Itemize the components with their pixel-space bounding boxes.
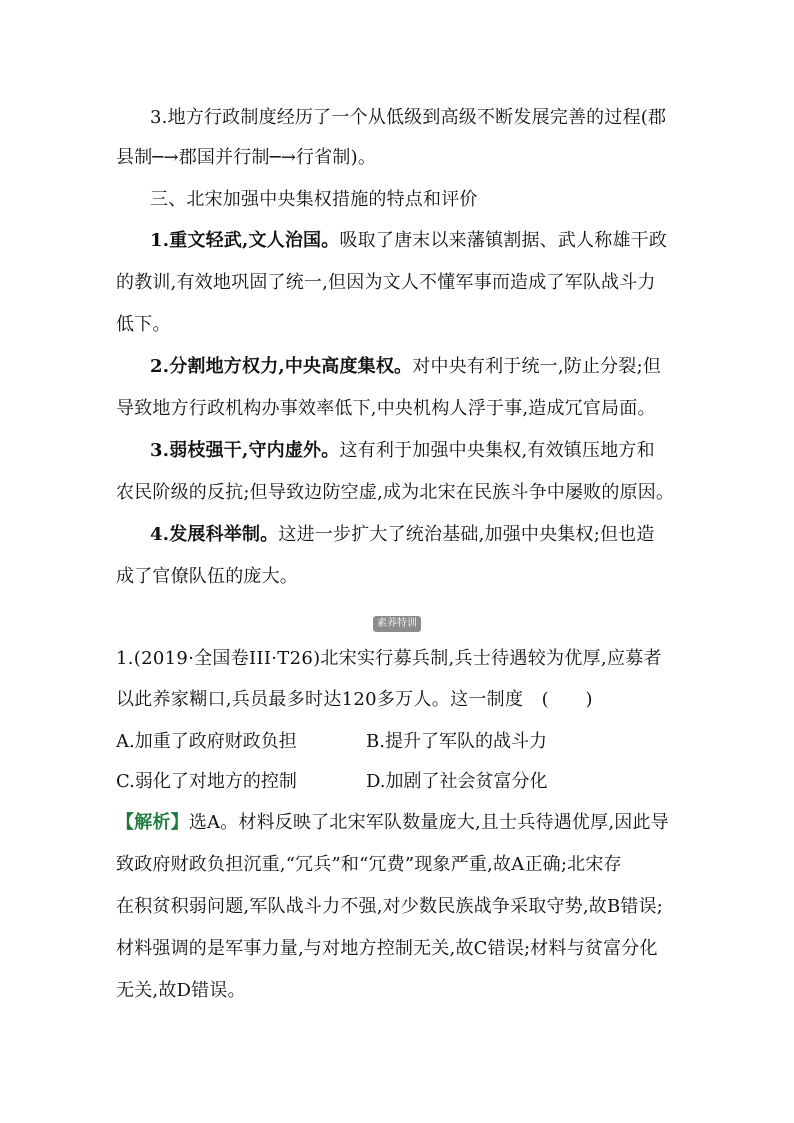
option-a[interactable]: A.加重了政府财政负担 bbox=[116, 731, 297, 752]
point-1-line1 bbox=[150, 229, 696, 253]
point-2-line1 bbox=[150, 355, 696, 379]
point-4-line2: 成了官僚队伍的庞大。 bbox=[116, 566, 298, 587]
training-badge: 素养特训 bbox=[373, 616, 421, 632]
analysis-line1 bbox=[116, 811, 696, 835]
point-4-line1 bbox=[150, 523, 696, 547]
point-3-text: 这有利于加强中央集权,有效镇压地方和 bbox=[339, 440, 655, 461]
summary-item3-line2: 县制─→郡国并行制─→行省制)。 bbox=[116, 147, 377, 168]
point-3-title: 3.弱枝强干,守内虚外。 bbox=[150, 440, 340, 461]
point-3-line1 bbox=[150, 439, 696, 463]
point-4-text: 这进一步扩大了统治基础,加强中央集权;但也造 bbox=[278, 524, 655, 545]
point-2-text: 对中央有利于统一,防止分裂;但 bbox=[412, 356, 662, 377]
analysis-line5: 无关,故D错误。 bbox=[116, 980, 246, 1001]
analysis-line3: 在积贫积弱问题,军队战斗力不强,对少数民族战争采取守势,故B错误; bbox=[116, 896, 664, 917]
question-line2: 以此养家糊口,兵员最多时达120多万人。这一制度 ( ) bbox=[116, 689, 593, 710]
option-b[interactable]: B.提升了军队的战斗力 bbox=[366, 731, 547, 752]
point-1-line3: 低下。 bbox=[116, 314, 171, 335]
point-1-text: 吸取了唐末以来藩镇割据、武人称雄干政 bbox=[339, 230, 668, 251]
option-c[interactable]: C.弱化了对地方的控制 bbox=[116, 771, 297, 792]
section-heading: 三、北宋加强中央集权措施的特点和评价 bbox=[150, 189, 478, 210]
analysis-tag: 【解析】 bbox=[116, 812, 189, 833]
point-2-line2: 导致地方行政机构办事效率低下,中央机构人浮于事,造成冗官局面。 bbox=[116, 398, 656, 419]
point-1-title: 1.重文轻武,文人治国。 bbox=[150, 230, 340, 251]
analysis-text-1: 选A。材料反映了北宋军队数量庞大,且士兵待遇优厚,因此导 bbox=[188, 812, 669, 833]
training-badge-wrap bbox=[0, 611, 794, 632]
question-line1: 1.(2019·全国卷III·T26)北宋实行募兵制,兵士待遇较为优厚,应募者 bbox=[116, 648, 662, 669]
point-1-line2: 的教训,有效地巩固了统一,但因为文人不懂军事而造成了军队战斗力 bbox=[116, 272, 656, 293]
point-3-line2: 农民阶级的反抗;但导致边防空虚,成为北宋在民族斗争中屡败的原因。 bbox=[116, 482, 675, 503]
analysis-line2: 致政府财政负担沉重,“冗兵”和“冗费”现象严重,故A正确;北宋存 bbox=[116, 854, 622, 875]
option-d[interactable]: D.加剧了社会贫富分化 bbox=[366, 771, 548, 792]
point-4-title: 4.发展科举制。 bbox=[150, 524, 279, 545]
analysis-line4: 材料强调的是军事力量,与对地方控制无关,故C错误;材料与贫富分化 bbox=[116, 938, 658, 959]
point-2-title: 2.分割地方权力,中央高度集权。 bbox=[150, 356, 413, 377]
summary-item3-line1: 3.地方行政制度经历了一个从低级到高级不断发展完善的过程(郡 bbox=[150, 107, 667, 128]
